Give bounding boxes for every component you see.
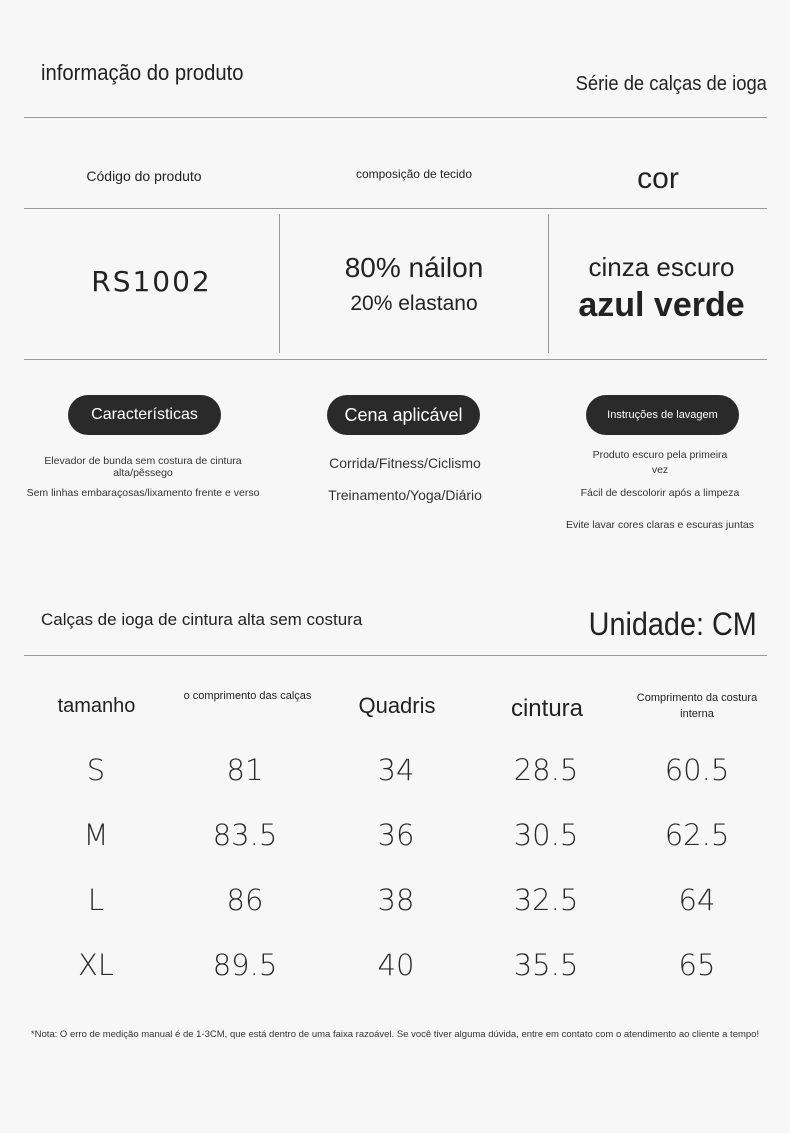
table-cell: 86	[226, 883, 264, 917]
measurement-note: *Nota: O erro de medição manual é de 1-3CM, que está dentro de uma faixa razoável. Se você tiver alguma dúvida, entre em contato com o atendimento ao cliente a tempo!	[30, 1029, 760, 1040]
feature-item: Elevador de bunda sem costura de cintura alta/pêssego	[44, 455, 242, 479]
divider	[24, 208, 767, 209]
table-cell: L	[87, 883, 105, 917]
table-cell: 35.5	[513, 948, 579, 982]
table-cell: M	[83, 818, 109, 852]
divider	[24, 655, 767, 656]
scene-item: Treinamento/Yoga/Diário	[328, 487, 482, 503]
composition-nylon: 80% náilon	[344, 252, 484, 283]
table-cell: 83.5	[212, 818, 278, 852]
size-chart-title: Calças de ioga de cintura alta sem costura	[41, 610, 363, 629]
table-row	[0, 753, 790, 803]
unit-label: Unidade: CM	[588, 606, 757, 642]
table-cell: 36	[377, 818, 415, 852]
table-row	[0, 948, 790, 998]
color-dark-gray: cinza escuro	[588, 252, 735, 282]
composition-elastane: 20% elastano	[350, 292, 478, 315]
washing-item: Evite lavar cores claras e escuras juntas	[566, 519, 754, 531]
column-header-waist: cintura	[510, 695, 584, 722]
table-cell: 60.5	[664, 753, 730, 787]
fabric-composition-label: composição de tecido	[355, 167, 473, 181]
product-code-value: RS1002	[91, 265, 212, 298]
table-row	[0, 818, 790, 868]
scene-item: Corrida/Fitness/Ciclismo	[329, 455, 481, 471]
table-cell: 40	[377, 948, 415, 982]
table-cell: 89.5	[212, 948, 278, 982]
section-title: informação do produto	[41, 60, 244, 85]
washing-item: Produto escuro pela primeira vez	[592, 449, 728, 476]
features-pill: Características	[68, 395, 221, 435]
column-header-pants-length: o comprimento das calças	[183, 690, 312, 702]
product-code-label: Código do produto	[86, 168, 202, 184]
table-cell: 28.5	[513, 753, 579, 787]
table-cell: S	[86, 753, 106, 787]
applicable-scene-pill: Cena aplicável	[327, 395, 480, 435]
table-cell: 34	[377, 753, 415, 787]
washing-item: Fácil de descolorir após a limpeza	[580, 487, 740, 499]
divider	[24, 359, 767, 360]
table-cell: XL	[77, 948, 115, 982]
feature-item: Sem linhas embaraçosas/lixamento frente e verso	[26, 487, 260, 499]
column-header-hips: Quadris	[358, 693, 436, 718]
table-cell: 64	[678, 883, 716, 917]
table-row	[0, 883, 790, 933]
color-label: cor	[637, 162, 679, 195]
washing-instructions-pill: Instruções de lavagem	[586, 395, 739, 435]
series-title: Série de calças de ioga	[575, 73, 767, 95]
table-cell: 30.5	[513, 818, 579, 852]
table-cell: 65	[678, 948, 716, 982]
column-header-size: tamanho	[57, 695, 136, 717]
column-header-inseam: Comprimento da costura interna	[636, 692, 758, 720]
table-cell: 32.5	[513, 883, 579, 917]
table-cell: 38	[377, 883, 415, 917]
table-cell: 81	[226, 753, 264, 787]
divider	[24, 117, 767, 118]
color-blue-green: azul verde	[578, 286, 745, 324]
table-cell: 62.5	[664, 818, 730, 852]
